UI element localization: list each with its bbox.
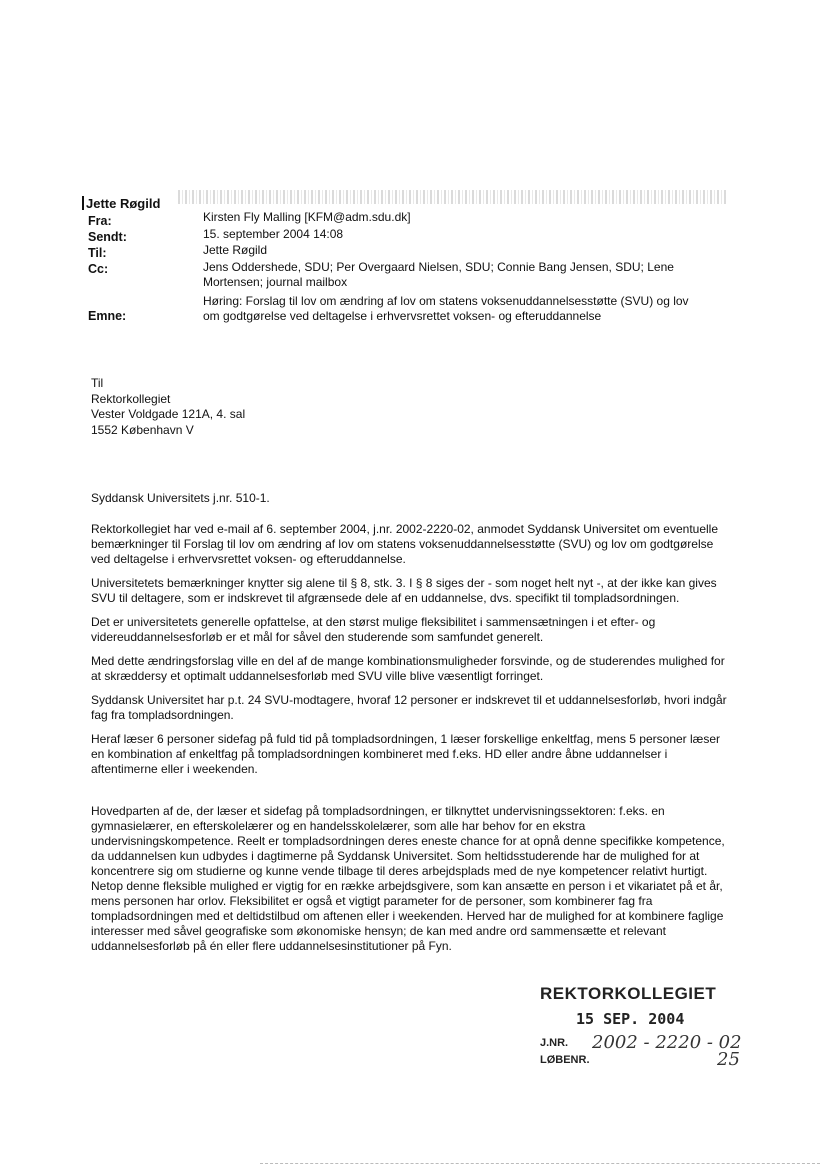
handwritten-lobenr: 25 (717, 1049, 740, 1070)
paragraph: Heraf læser 6 personer sidefag på fuld tid på tompladsordningen, 1 læser forskellige enkeltfag, mens 5 personer læser en kombination af enkeltfag på tompladsordningen kombineret med f.eks. HD eller andre åbne uddannelser i aftentimerne eller i weekenden. (91, 732, 721, 776)
handwritten-jnr: 2002 - 2220 - 02 (592, 1032, 742, 1053)
mailbox-owner-name: Jette Røgild (82, 196, 160, 211)
cc-value: Jens Oddershede, SDU; Per Overgaard Nielsen, SDU; Connie Bang Jensen, SDU; Lene Mortensen; journal mailbox (203, 259, 674, 289)
scan-footer-line (260, 1163, 820, 1164)
from-label: Fra: (88, 214, 112, 228)
paragraph: Rektorkollegiet har ved e-mail af 6. september 2004, j.nr. 2002-2220-02, anmodet Syddansk Universitet om eventuelle bemærkninger til Forslag til lov om ændring af lov om statens voksenuddannelsesstøtte (SVU) og lov om godtgørelse ved deltagelse i erhvervsrettet voksen- og efteruddannelse. (91, 522, 719, 566)
paragraph: Syddansk Universitet har p.t. 24 SVU-modtagere, hvoraf 12 personer er indskrevet til et uddannelsesforløb, hvori indgår fag fra tompladsordningen. (91, 693, 727, 722)
scan-noise-header (178, 190, 728, 204)
subject-label: Emne: (88, 309, 127, 323)
address-line-2: Rektorkollegiet (91, 391, 171, 406)
letter-body (91, 522, 731, 963)
paragraph: Med dette ændringsforslag ville en del af de mange kombinationsmuligheder forsvinde, og de studerendes mulighed for at skræddersy et optimalt uddannelsesforløb med SVU ville blive væsentligt forringet. (91, 654, 725, 683)
header-bar-mark (82, 196, 84, 210)
email-header-labels (88, 213, 127, 324)
address-line-1: Til (91, 376, 104, 390)
sent-value: 15. september 2004 14:08 (203, 226, 344, 241)
email-header-values (203, 210, 723, 326)
address-line-3: Vester Voldgade 121A, 4. sal (91, 407, 246, 421)
to-label: Til: (88, 246, 107, 260)
subject-value: Høring: Forslag til lov om ændring af lov om statens voksenuddannelsesstøtte (SVU) og lov om godtgørelse ved deltagelse i erhvervsrettet voksen- og efteruddannelse (203, 293, 689, 323)
stamp-organization: REKTORKOLLEGIET (540, 984, 717, 1003)
sent-label: Sendt: (88, 230, 127, 244)
received-stamp (540, 984, 780, 1070)
paragraph: Hovedparten af de, der læser et sidefag på tompladsordningen, er tilknyttet undervisningssektoren: f.eks. en gymnasielærer, en efterskolelærer og en handelsskolelærer, som alle har behov for en ekstra undervisningskompetence. Reelt er tompladsordningen deres eneste chance for at opnå denne specifikke kompetence, da uddannelsen kun udbydes i dagtimerne på Syddansk Universitet. Som heltidsstuderende har de mulighed for at koncentrere sig om studierne og kunne vende tilbage til deres arbejdsplads med de nye kompetencer relativt hurtigt. Netop denne fleksible mulighed er vigtig for en række arbejdsgivere, som kan ansætte en person i et vikariatet på et år, mens personen har orlov. Fleksibilitet er også et vigtigt parameter for de personer, som kombinerer fag fra tompladsordningen med et deltidstilbud om aftenen eller i weekenden. Herved har de mulighed for at kombinere faglige interesser med såvel geografiske som økonomiske hensyn; de kan med andre ord sammensætte et relevant uddannelsesforløb på én eller flere uddannelsesinstitutioner på Fyn. (91, 804, 725, 953)
paragraph: Universitetets bemærkninger knytter sig alene til § 8, stk. 3. I § 8 siges der - som noget helt nyt -, at der ikke kan gives SVU til deltagere, som er indskrevet til afgrænsede dele af en uddannelse, dvs. specifikt til tompladsordningen. (91, 576, 717, 605)
address-line-4: 1552 København V (91, 422, 194, 437)
paragraph: Det er universitetets generelle opfattelse, at den størst mulige fleksibilitet i sammensætningen i et efter- og videreuddannelsesforløb er et mål for såvel den studerende som samfundet generelt. (91, 615, 656, 644)
reference-number: Syddansk Universitets j.nr. 510-1. (91, 491, 270, 505)
stamp-jnr-label: J.NR. (540, 1036, 569, 1049)
from-value: Kirsten Fly Malling [KFM@adm.sdu.dk] (203, 210, 411, 224)
stamp-date: 15 SEP. 2004 (576, 1010, 685, 1028)
to-value: Jette Røgild (203, 243, 268, 257)
stamp-lobenr-label: LØBENR. (540, 1053, 590, 1066)
cc-label: Cc: (88, 262, 109, 276)
recipient-address (91, 376, 245, 438)
